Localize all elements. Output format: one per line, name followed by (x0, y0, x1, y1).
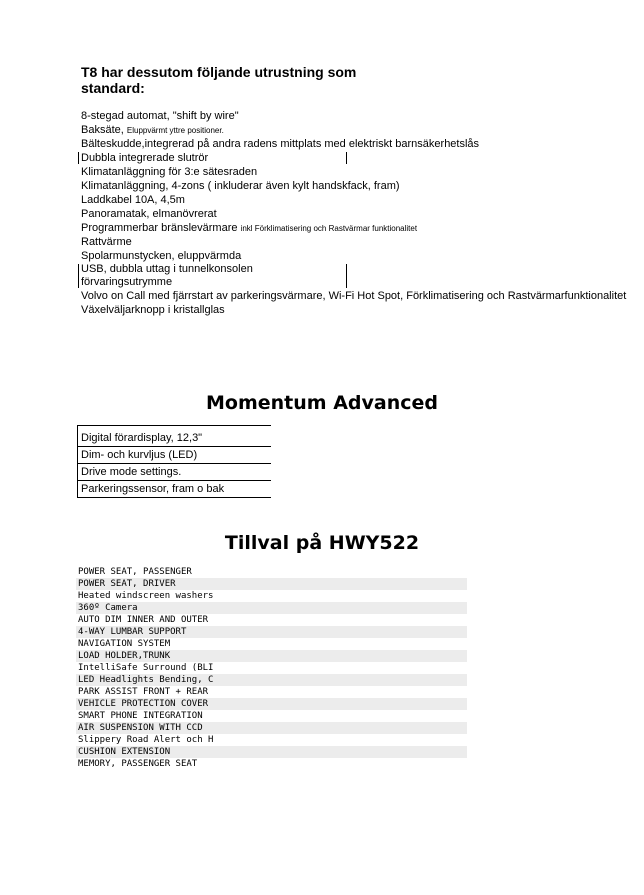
tillval-heading: Tillval på HWY522 (224, 532, 420, 554)
option-row: SMART PHONE INTEGRATION (76, 710, 467, 722)
momentum-row: Drive mode settings. (78, 464, 271, 481)
standard-item-note: inkl Förklimatisering och Rastvärmar funktionalitet (240, 224, 418, 233)
momentum-advanced-table (77, 425, 271, 498)
momentum-row: Parkeringssensor, fram o bak (78, 481, 271, 498)
option-row: MEMORY, PASSENGER SEAT (76, 758, 467, 770)
standard-item-text: Baksäte, (81, 124, 124, 136)
standard-item (81, 179, 641, 193)
option-row: LOAD HOLDER,TRUNK (76, 650, 467, 662)
option-row: AIR SUSPENSION WITH CCD (76, 722, 467, 734)
standard-item-text: Bälteskudde,integrerad på andra radens mittplats med elektriskt barnsäkerhetslås (81, 138, 480, 150)
standard-item-text: Rattvärme (81, 236, 132, 248)
standard-item (81, 137, 641, 151)
standard-item-text: Växelväljarknopp i kristallglas (81, 304, 225, 316)
standard-item-text: Volvo on Call med fjärrstart av parkeringsvärmare, Wi-Fi Hot Spot, Förklimatisering och Rastvärmarfunktionalitet (81, 290, 627, 302)
option-row: PARK ASSIST FRONT + REAR (76, 686, 467, 698)
standard-item (81, 221, 641, 235)
option-row: POWER SEAT, DRIVER (76, 578, 467, 590)
standard-item (81, 109, 641, 123)
standard-item-text: Klimatanläggning, 4-zons ( inkluderar även kylt handskfack, fram) (81, 180, 400, 192)
option-row: IntelliSafe Surround (BLI (76, 662, 467, 674)
standard-item (81, 165, 641, 179)
option-row: POWER SEAT, PASSENGER (76, 566, 467, 578)
standard-item-text: Klimatanläggning för 3:e sätesraden (81, 166, 258, 178)
standard-item-text: Spolarmunstycken, eluppvärmda (81, 250, 242, 262)
momentum-row: Digital förardisplay, 12,3" (78, 426, 271, 447)
standard-item (81, 263, 331, 289)
option-row: AUTO DIM INNER AND OUTER (76, 614, 467, 626)
standard-item-text: Panoramatak, elmanövrerat (81, 208, 217, 220)
standard-item (81, 235, 641, 249)
option-row: Slippery Road Alert och H (76, 734, 467, 746)
option-row: 4-WAY LUMBAR SUPPORT (76, 626, 467, 638)
option-row: 360º Camera (76, 602, 467, 614)
standard-item-text: Programmerbar bränslevärmare (81, 222, 238, 234)
option-row: VEHICLE PROTECTION COVER (76, 698, 467, 710)
standard-item (81, 289, 641, 303)
option-row: NAVIGATION SYSTEM (76, 638, 467, 650)
option-row: LED Headlights Bending, C (76, 674, 467, 686)
standard-item-text: Laddkabel 10A, 4,5m (81, 194, 185, 206)
option-row: Heated windscreen washers (76, 590, 467, 602)
standard-equipment-list (81, 109, 641, 317)
standard-item (81, 151, 641, 165)
momentum-row: Dim- och kurvljus (LED) (78, 447, 271, 464)
tillval-options-list (76, 566, 467, 770)
standard-item-text: USB, dubbla uttag i tunnelkonsolen förvaringsutrymme (81, 263, 253, 288)
standard-item (81, 303, 641, 317)
momentum-advanced-heading: Momentum Advanced (206, 392, 438, 414)
standard-item-text: Dubbla integrerade slutrör (81, 152, 209, 164)
standard-item-note: Eluppvärmt yttre positioner. (126, 126, 224, 135)
standard-item (81, 193, 641, 207)
standard-item (81, 207, 641, 221)
intro-heading: T8 har dessutom följande utrustning som standard: (81, 64, 357, 96)
option-row: CUSHION EXTENSION (76, 746, 467, 758)
standard-item (81, 123, 641, 137)
standard-item (81, 249, 641, 263)
standard-item-text: 8-stegad automat, "shift by wire" (81, 110, 239, 122)
